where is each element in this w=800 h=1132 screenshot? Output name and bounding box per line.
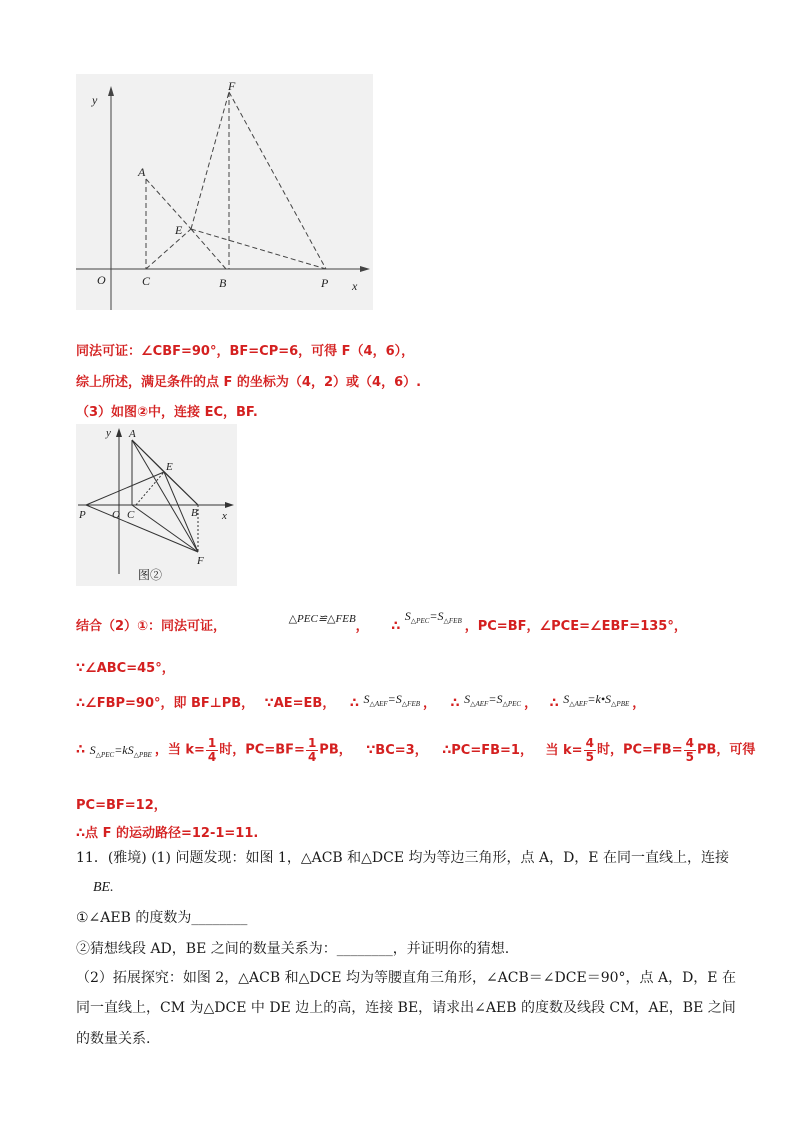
solution-line-1: 同法可证：∠CBF=90°，BF=CP=6，可得 F（4，6），	[76, 344, 415, 359]
area-eq-pec-kpbe: $S_{\triangle PEC}=kS_{\triangle PBE}$	[89, 742, 152, 759]
line6-part-b: ∵AE=EB，	[264, 696, 336, 711]
fig1-label-O: O	[97, 273, 106, 287]
problem-11-line-6: 同一直线上，CM 为△DCE 中 DE 边上的高，连接 BE，请求出∠AEB 的度数及线段 CM，AE，BE 之间	[76, 1000, 736, 1016]
fraction-four-fifths-1: $\frac{4}{5}$	[585, 736, 594, 764]
fig2-label-O: O	[112, 509, 120, 521]
line6-therefore-2: ∴	[450, 696, 460, 711]
line7-when-k-2: 当 k=	[545, 742, 583, 758]
line7-bc: ∵BC=3，	[366, 742, 428, 758]
fig2-label-y: y	[106, 427, 111, 439]
area-eq-aef-feb: $S_{\triangle AEF}=S_{\triangle FEB}$	[363, 692, 420, 708]
solution-line-8: PC=BF=12，	[76, 798, 167, 813]
fraction-one-quarter-2: $\frac{1}{4}$	[307, 736, 317, 764]
line6-therefore-1: ∴	[349, 696, 359, 711]
line7-then-2: 时，PC=FB=	[596, 742, 683, 758]
line6-comma-3: ，	[632, 696, 646, 711]
area-eq-aef-pec: $S_{\triangle AEF}=S_{\triangle PEC}$	[464, 692, 522, 708]
figure-1-diagram	[76, 74, 373, 310]
line6-comma-1: ，	[423, 696, 437, 711]
fig2-label-x: x	[222, 510, 227, 522]
fig2-label-A: A	[129, 428, 136, 440]
problem-11-line-2: BE.	[93, 880, 114, 895]
line7-pc-fb-1: ∴PC=FB=1，	[442, 742, 533, 758]
solution-line-3: （3）如图②中，连接 EC，BF.	[76, 405, 258, 420]
fig1-label-E: E	[175, 223, 183, 237]
fig2-label-F: F	[197, 555, 204, 567]
area-eq-aef-kpbe: $S_{\triangle AEF}=k•S_{\triangle PBE}$	[563, 692, 630, 708]
line4-suffix: ，PC=BF，∠PCE=∠EBF=135°，	[464, 619, 687, 634]
line7-then: 时，PC=BF=	[219, 742, 305, 758]
congruence-expression: △PEC≌△FEB	[288, 613, 356, 625]
fig1-label-P: P	[321, 276, 329, 290]
line6-comma-2: ，	[524, 696, 538, 711]
fraction-four-fifths-2: $\frac{4}{5}$	[685, 736, 694, 764]
fig2-label-P: P	[79, 509, 86, 521]
fig2-caption: 图②	[138, 568, 163, 582]
fig2-label-C: C	[127, 509, 135, 521]
problem-11-line-7: 的数量关系.	[76, 1031, 151, 1047]
problem-11-line-1: 11．(雅境) (1) 问题发现：如图 1，△ACB 和△DCE 均为等边三角形，点 A，D，E 在同一直线上，连接	[76, 850, 729, 866]
solution-line-4	[76, 609, 687, 635]
fig2-label-B: B	[191, 507, 198, 519]
problem-11-line-4: ②猜想线段 AD，BE 之间的数量关系为：________，并证明你的猜想.	[76, 941, 510, 957]
line7-pb: PB，	[319, 742, 352, 758]
solution-line-7	[76, 737, 755, 763]
figure-2-diagram	[76, 424, 237, 586]
problem-11-line-5: （2）拓展探究：如图 2，△ACB 和△DCE 均为等腰直角三角形，∠ACB＝∠DCE＝90°，点 A，D，E 在	[76, 970, 736, 986]
line6-therefore-3: ∴	[549, 696, 559, 711]
fig1-label-F: F	[228, 79, 236, 93]
solution-line-5: ∵∠ABC=45°，	[76, 661, 175, 676]
fig1-label-y: y	[92, 93, 98, 107]
solution-line-2: 综上所述，满足条件的点 F 的坐标为（4，2）或（4，6）.	[76, 375, 422, 390]
fig1-label-B: B	[219, 276, 227, 290]
fig1-label-A: A	[138, 165, 146, 179]
fig1-label-x: x	[352, 279, 358, 293]
solution-line-6	[76, 692, 645, 712]
line7-result: PB，可得	[696, 742, 756, 758]
line7-when-k: ，当 k=	[154, 742, 205, 758]
problem-11-line-3: ①∠AEB 的度数为________	[76, 910, 248, 926]
line4-prefix: 结合（2）①：同法可证，	[76, 619, 227, 634]
line4-therefore: ∴	[391, 619, 401, 634]
line6-part-a: ∴∠FBP=90°，即 BF⊥PB，	[76, 696, 255, 711]
fig1-label-C: C	[142, 274, 151, 288]
line4-comma: ，	[355, 619, 369, 634]
area-equality-1: $S_{\triangle PEC}=S_{\triangle FEB}$	[404, 609, 462, 625]
fig2-label-E: E	[166, 461, 173, 473]
solution-line-9: ∴点 F 的运动路径=12-1=11.	[76, 826, 259, 841]
fraction-one-quarter-1: $\frac{1}{4}$	[207, 736, 217, 764]
line7-therefore: ∴	[76, 742, 86, 758]
